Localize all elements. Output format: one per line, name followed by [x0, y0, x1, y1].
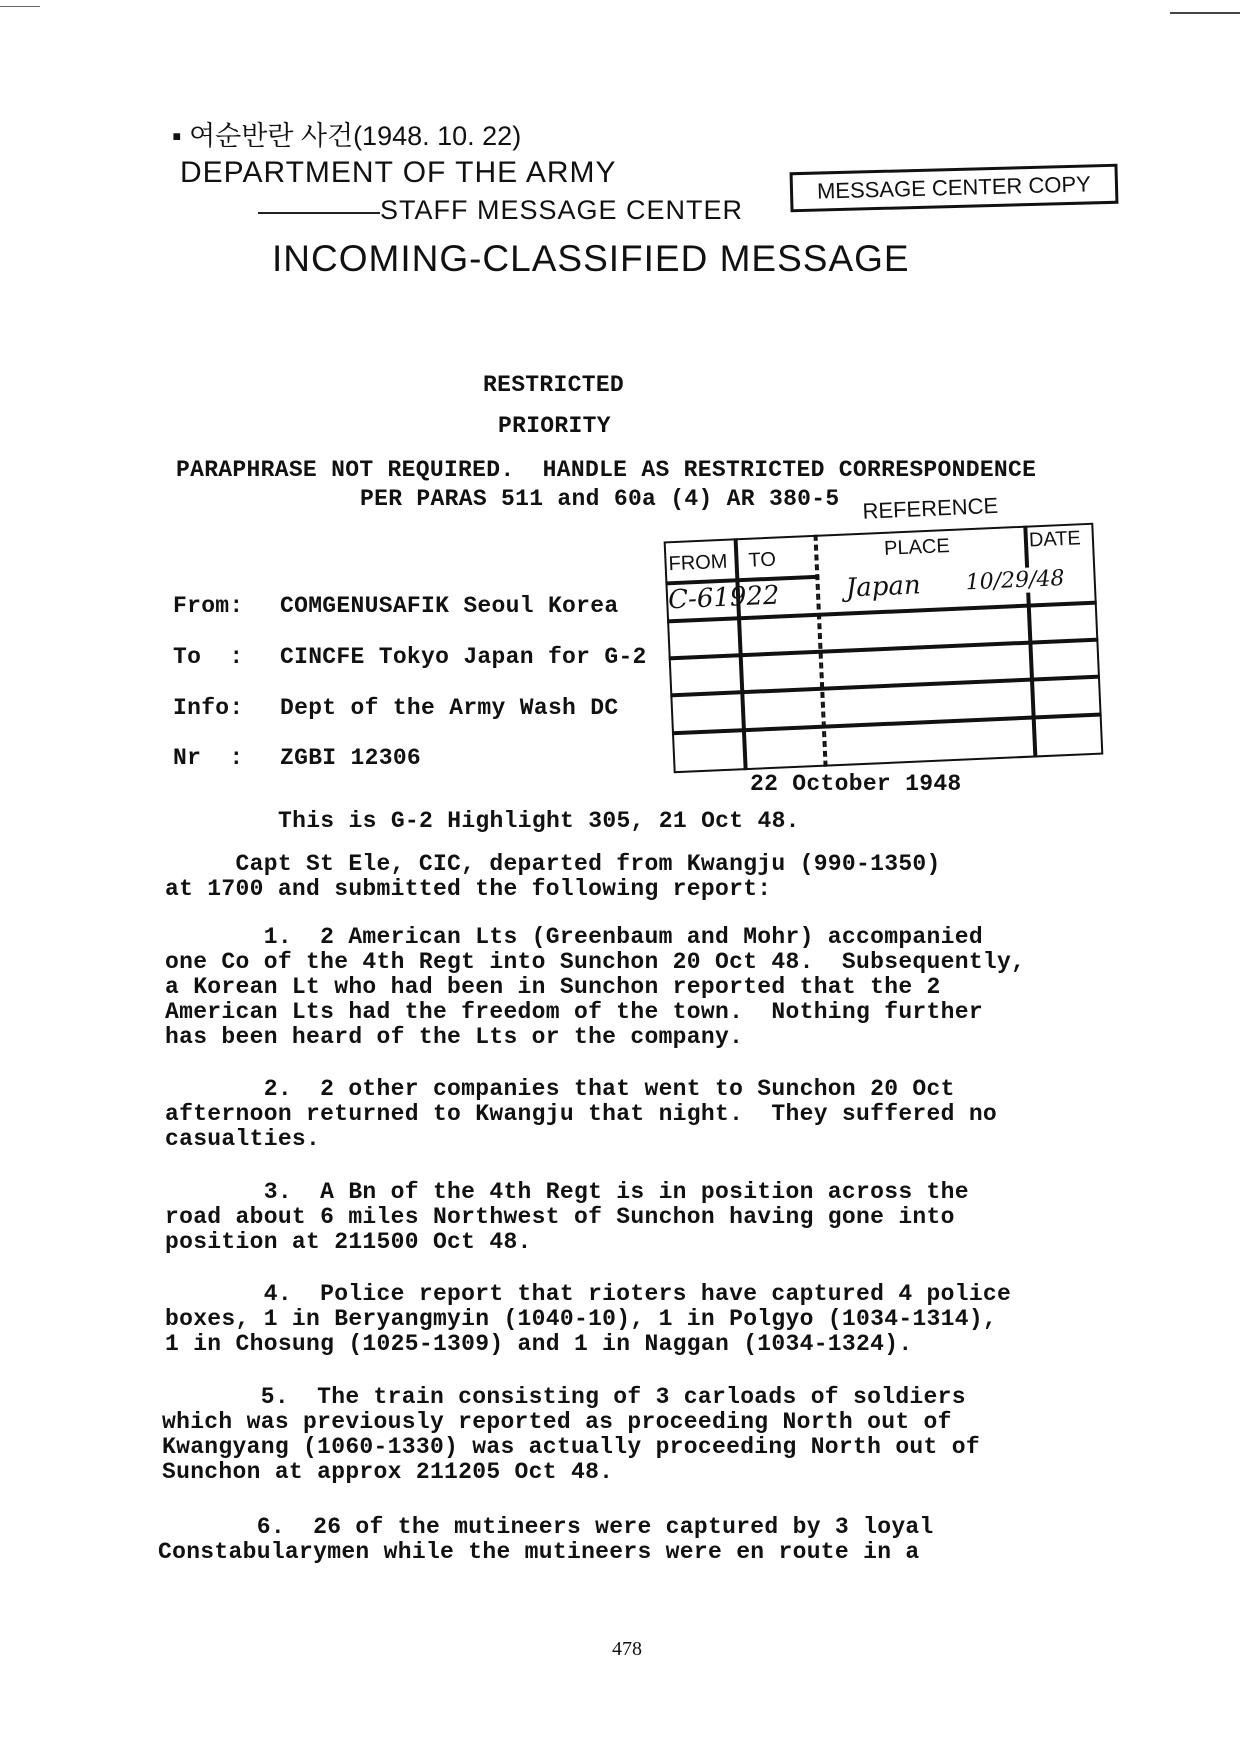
reference-stamp — [663, 492, 1103, 772]
department-header: DEPARTMENT OF THE ARMY — [180, 156, 617, 189]
intro-line: This is G-2 Highlight 305, 21 Oct 48. — [278, 808, 800, 834]
paragraph-line: 2. 2 other companies that went to Sunchon 20 Oct — [165, 1076, 955, 1102]
paragraph-4 — [165, 1282, 1011, 1357]
nr-value: ZGBI 12306 — [280, 745, 422, 771]
paragraph-line: American Lts had the freedom of the town. Nothing further — [165, 999, 983, 1025]
paragraph-line: 5. The train consisting of 3 carloads of soldiers — [162, 1384, 966, 1410]
to-label: To : — [173, 644, 244, 670]
col-date: DATE — [1028, 527, 1082, 552]
page-number: 478 — [612, 1638, 642, 1660]
paragraph-line: Constabularymen while the mutineers were en route in a — [158, 1539, 920, 1565]
paragraph-line: 3. A Bn of the 4th Regt is in position across the — [165, 1179, 969, 1205]
capt-paragraph — [165, 852, 941, 902]
paragraph-line: position at 211500 Oct 48. — [165, 1229, 532, 1255]
paragraph-6 — [158, 1515, 934, 1565]
entry-place: Japan — [845, 570, 922, 604]
paragraph-line: afternoon returned to Kwangju that night. They suffered no — [165, 1101, 998, 1127]
paragraph-line: casualties. — [165, 1126, 321, 1152]
scan-mark — [0, 6, 40, 7]
paragraph-5 — [162, 1385, 980, 1485]
nr-label: Nr : — [173, 745, 244, 771]
info-value: Dept of the Army Wash DC — [280, 695, 619, 721]
info-label: Info: — [173, 695, 244, 721]
paragraph-line: which was previously reported as proceeding North out of — [162, 1409, 952, 1435]
paragraph-line: 4. Police report that rioters have captured 4 police — [165, 1281, 1012, 1307]
from-value: COMGENUSAFIK Seoul Korea — [280, 593, 619, 619]
paragraph-line: road about 6 miles Northwest of Sunchon having gone into — [165, 1204, 955, 1230]
scan-mark — [1170, 12, 1240, 14]
entry-date: 10/29/48 — [965, 566, 1065, 596]
paragraph-2 — [165, 1077, 997, 1152]
message-date: 22 October 1948 — [750, 771, 962, 797]
paragraph-line: 6. 26 of the mutineers were captured by 3 loyal — [158, 1514, 934, 1540]
message-center-copy-stamp: MESSAGE CENTER COPY — [790, 164, 1119, 213]
korean-title: ▪ 여순반란 사건(1948. 10. 22) — [172, 121, 522, 151]
handling-line-2: PER PARAS 511 and 60a (4) AR 380-5 — [360, 486, 840, 512]
paragraph-line: 1. 2 American Lts (Greenbaum and Mohr) accompanied — [165, 924, 983, 950]
paragraph-line: Sunchon at approx 211205 Oct 48. — [162, 1459, 614, 1485]
paragraph-line: Capt St Ele, CIC, departed from Kwangju (990-1350) — [165, 851, 941, 877]
entry-from: C-61922 — [667, 580, 781, 616]
paragraph-line: 1 in Chosung (1025-1309) and 1 in Naggan (1034-1324). — [165, 1331, 913, 1357]
paragraph-1 — [165, 925, 1025, 1050]
priority-label: PRIORITY — [498, 413, 611, 439]
paragraph-line: a Korean Lt who had been in Sunchon reported that the 2 — [165, 974, 941, 1000]
col-place: PLACE — [883, 535, 951, 560]
col-from: FROM — [668, 550, 728, 576]
paragraph-line: has been heard of the Lts or the company. — [165, 1024, 744, 1050]
paragraph-line: boxes, 1 in Beryangmyin (1040-10), 1 in Polgyo (1034-1314), — [165, 1306, 998, 1332]
from-label: From: — [173, 593, 244, 619]
handling-line-1: PARAPHRASE NOT REQUIRED. HANDLE AS RESTRICTED CORRESPONDENCE — [176, 457, 1037, 483]
restricted-label: RESTRICTED — [483, 372, 625, 398]
paragraph-line: one Co of the 4th Regt into Sunchon 20 Oct 48. Subsequently, — [165, 949, 1026, 975]
staff-message-center: STAFF MESSAGE CENTER — [380, 195, 744, 225]
paragraph-3 — [165, 1180, 969, 1255]
paragraph-line: at 1700 and submitted the following report: — [165, 876, 772, 902]
reference-title: REFERENCE — [861, 492, 999, 524]
col-to: TO — [748, 548, 777, 572]
paragraph-line: Kwangyang (1060-1330) was actually proceeding North out of — [162, 1434, 980, 1460]
to-value: CINCFE Tokyo Japan for G-2 — [280, 644, 647, 670]
incoming-classified-message: INCOMING-CLASSIFIED MESSAGE — [272, 238, 910, 279]
